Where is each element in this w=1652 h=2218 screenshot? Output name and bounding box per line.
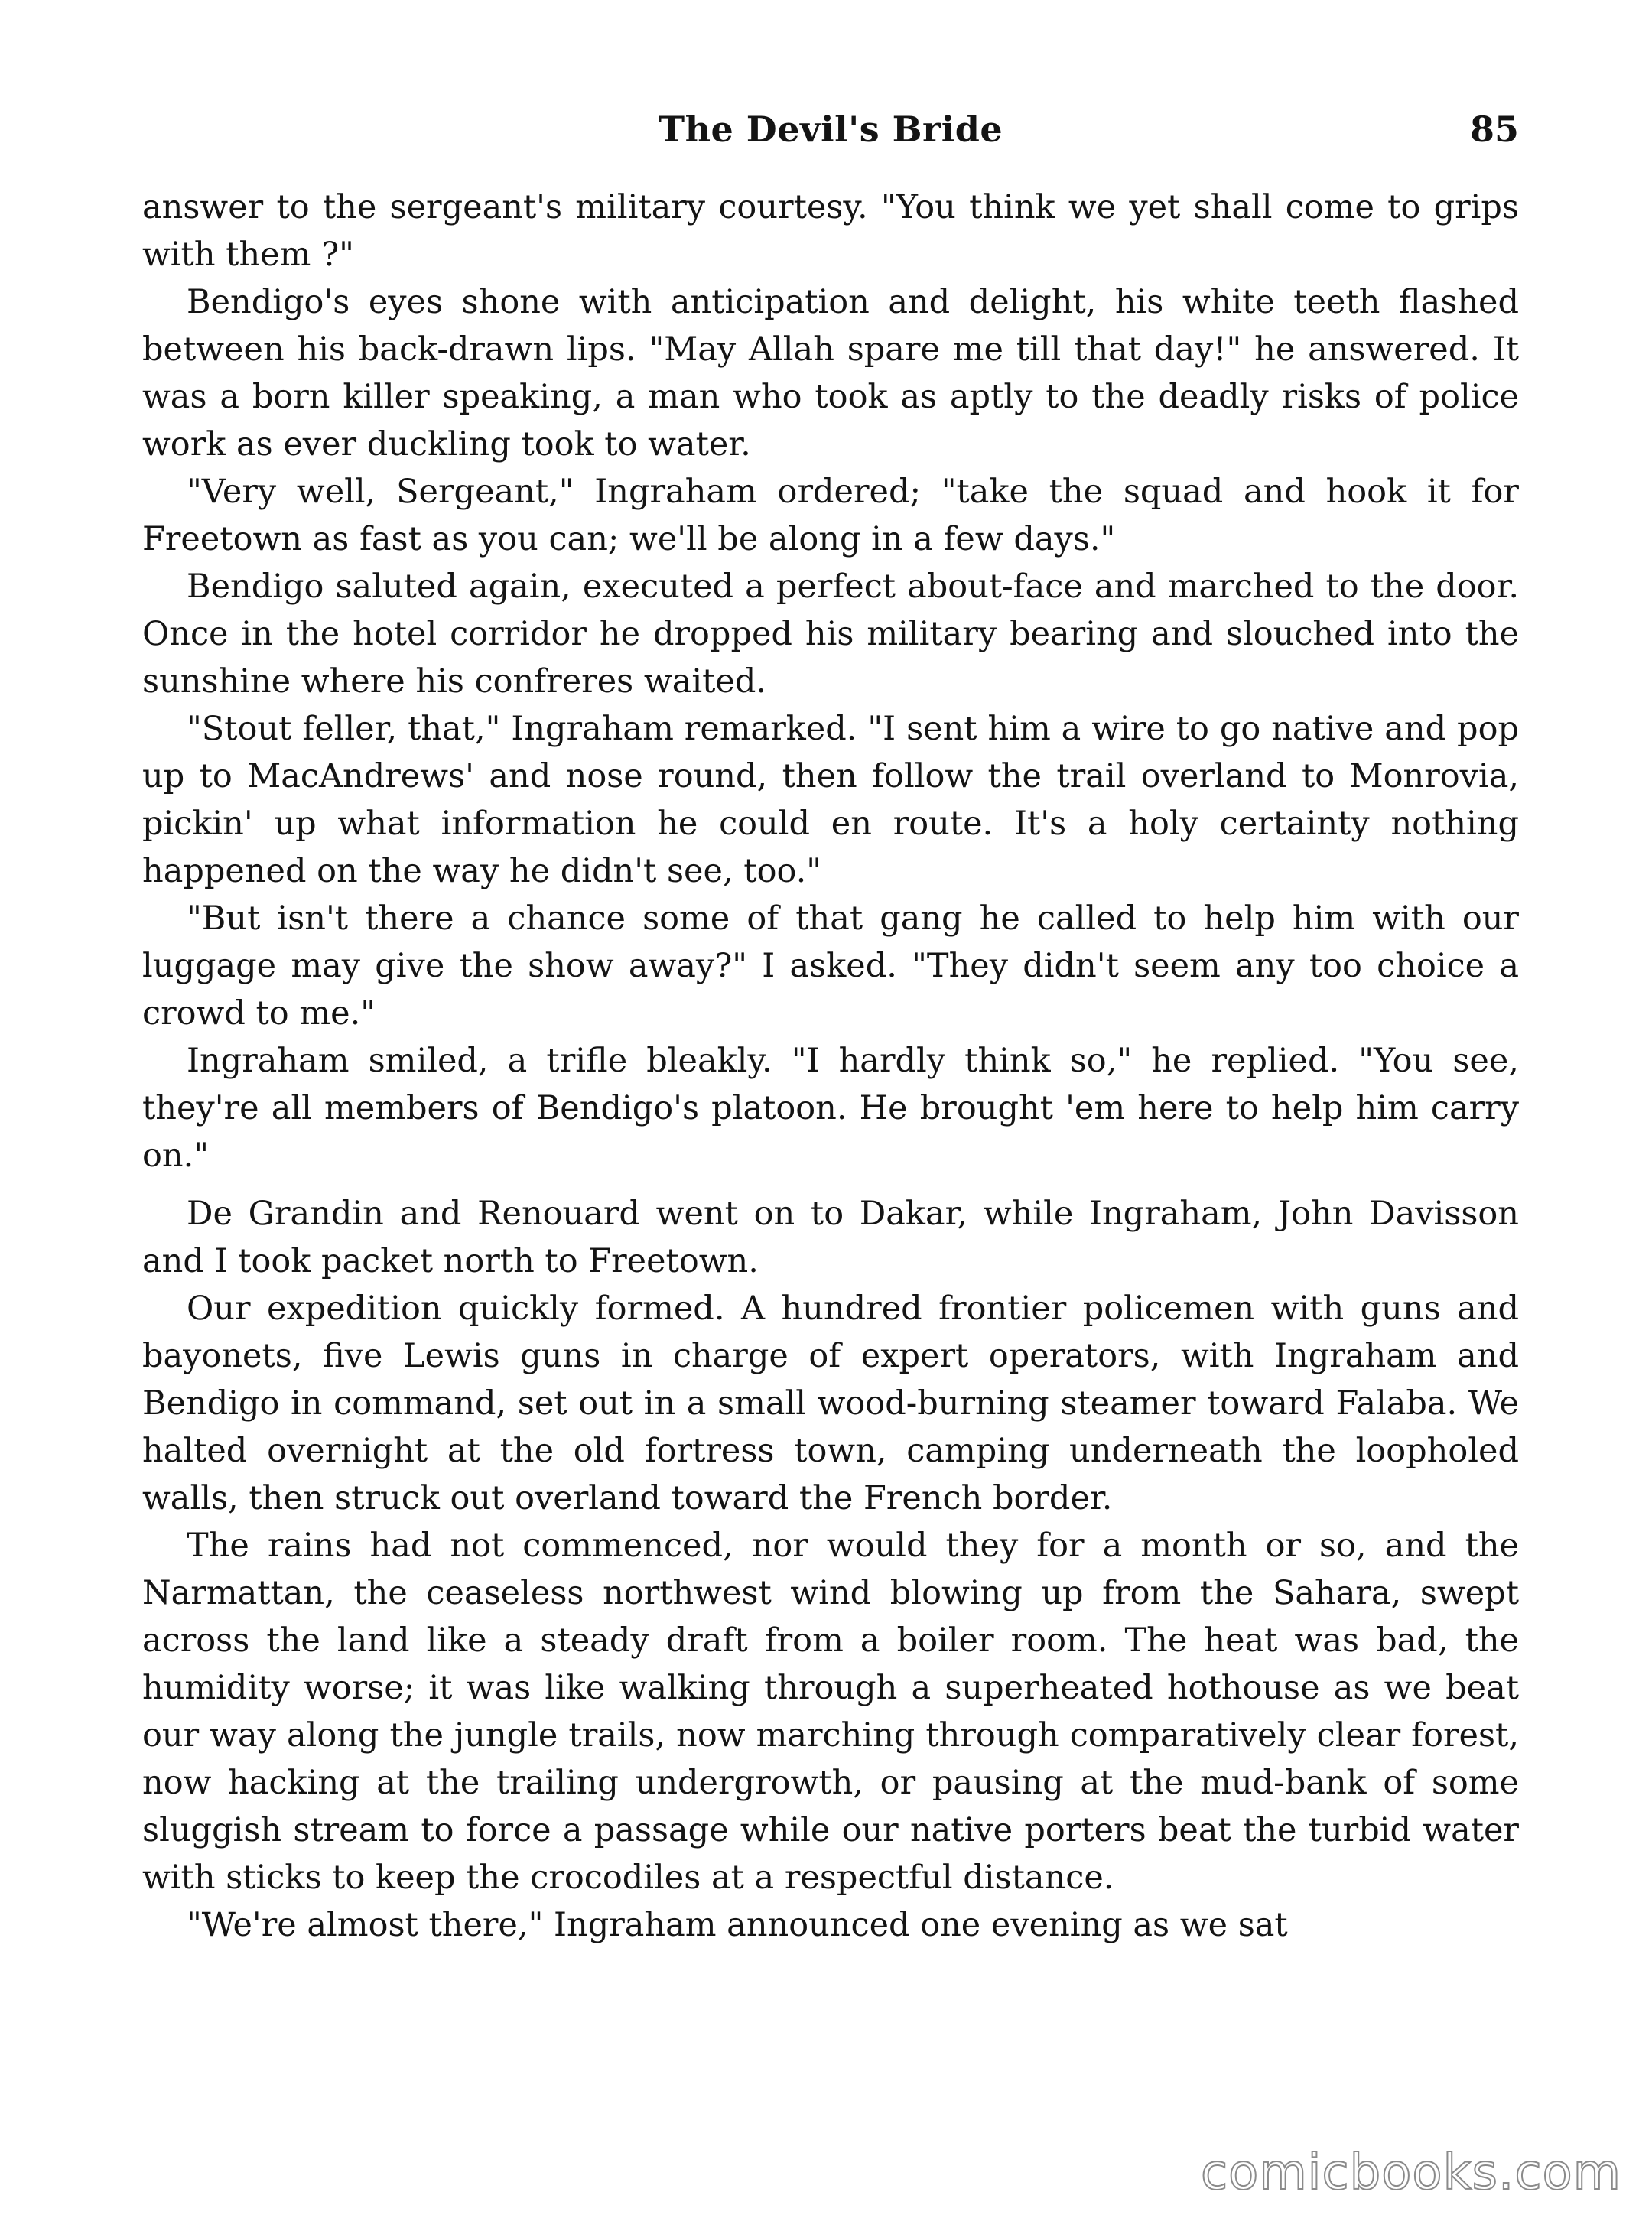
paragraph: "Very well, Sergeant," Ingraham ordered; "take the squad and hook it for Freetown as fast as you can; we'll be along in a few days." bbox=[142, 473, 1519, 558]
paragraph: Our expedition quickly formed. A hundred frontier policemen with guns and bayonets, five Lewis guns in charge of expert operators, with Ingraham and Bendigo in command, set out in a small wood-burning steamer toward Falaba. We halted overnight at the old fortress town, camping underneath the loopholed walls, then struck out overland toward the French border. bbox=[142, 1289, 1519, 1517]
paragraph: Bendigo's eyes shone with anticipation and delight, his white teeth flashed between his back-drawn lips. "May Allah spare me till that day!" he answered. It was a born killer speaking, a man who took as aptly to the deadly risks of police work as ever duckling took to water. bbox=[142, 283, 1519, 463]
paragraph: Ingraham smiled, a trifle bleakly. "I hardly think so," he replied. "You see, they're all members of Bendigo's platoon. He brought 'em here to help him carry on." bbox=[142, 1042, 1519, 1175]
paragraph: "We're almost there," Ingraham announced one evening as we sat bbox=[187, 1906, 1288, 1944]
paragraph: answer to the sergeant's military courtesy. "You think we yet shall come to grips with them ?" bbox=[142, 188, 1519, 274]
paragraph: "But isn't there a chance some of that gang he called to help him with our luggage may give the show away?" I asked. "They didn't seem any too choice a crowd to me." bbox=[142, 899, 1519, 1033]
paragraph: Bendigo saluted again, executed a perfect about-face and marched to the door. Once in the hotel corridor he dropped his military bearing and slouched into the sunshine where his confreres waited. bbox=[142, 568, 1519, 701]
paragraph: "Stout feller, that," Ingraham remarked. "I sent him a wire to go native and pop up to MacAndrews' and nose round, then follow the trail overland to Monrovia, pickin' up what information he could en route. It's a holy certainty nothing happened on the way he didn't see, too." bbox=[142, 710, 1519, 890]
watermark-text: comicbooks.com bbox=[1200, 2145, 1621, 2201]
running-header bbox=[142, 109, 1519, 162]
paragraph: De Grandin and Renouard went on to Dakar, while Ingraham, John Davisson and I took packet north to Freetown. bbox=[142, 1195, 1519, 1280]
paragraph: The rains had not commenced, nor would they for a month or so, and the Narmattan, the ceaseless northwest wind blowing up from the Sahara, swept across the land like a steady draft from a boiler room. The heat was bad, the humidity worse; it was like walking through a superheated hothouse as we beat our way along the jungle trails, now marching through comparatively clear forest, now hacking at the trailing undergrowth, or pausing at the mud-bank of some sluggish stream to force a passage while our native porters beat the turbid water with sticks to keep the crocodiles at a respectful distance. bbox=[142, 1527, 1519, 1897]
page-number: 85 bbox=[1469, 109, 1519, 150]
body-text bbox=[142, 184, 1519, 1949]
running-title: The Devil's Bride bbox=[658, 109, 1003, 150]
